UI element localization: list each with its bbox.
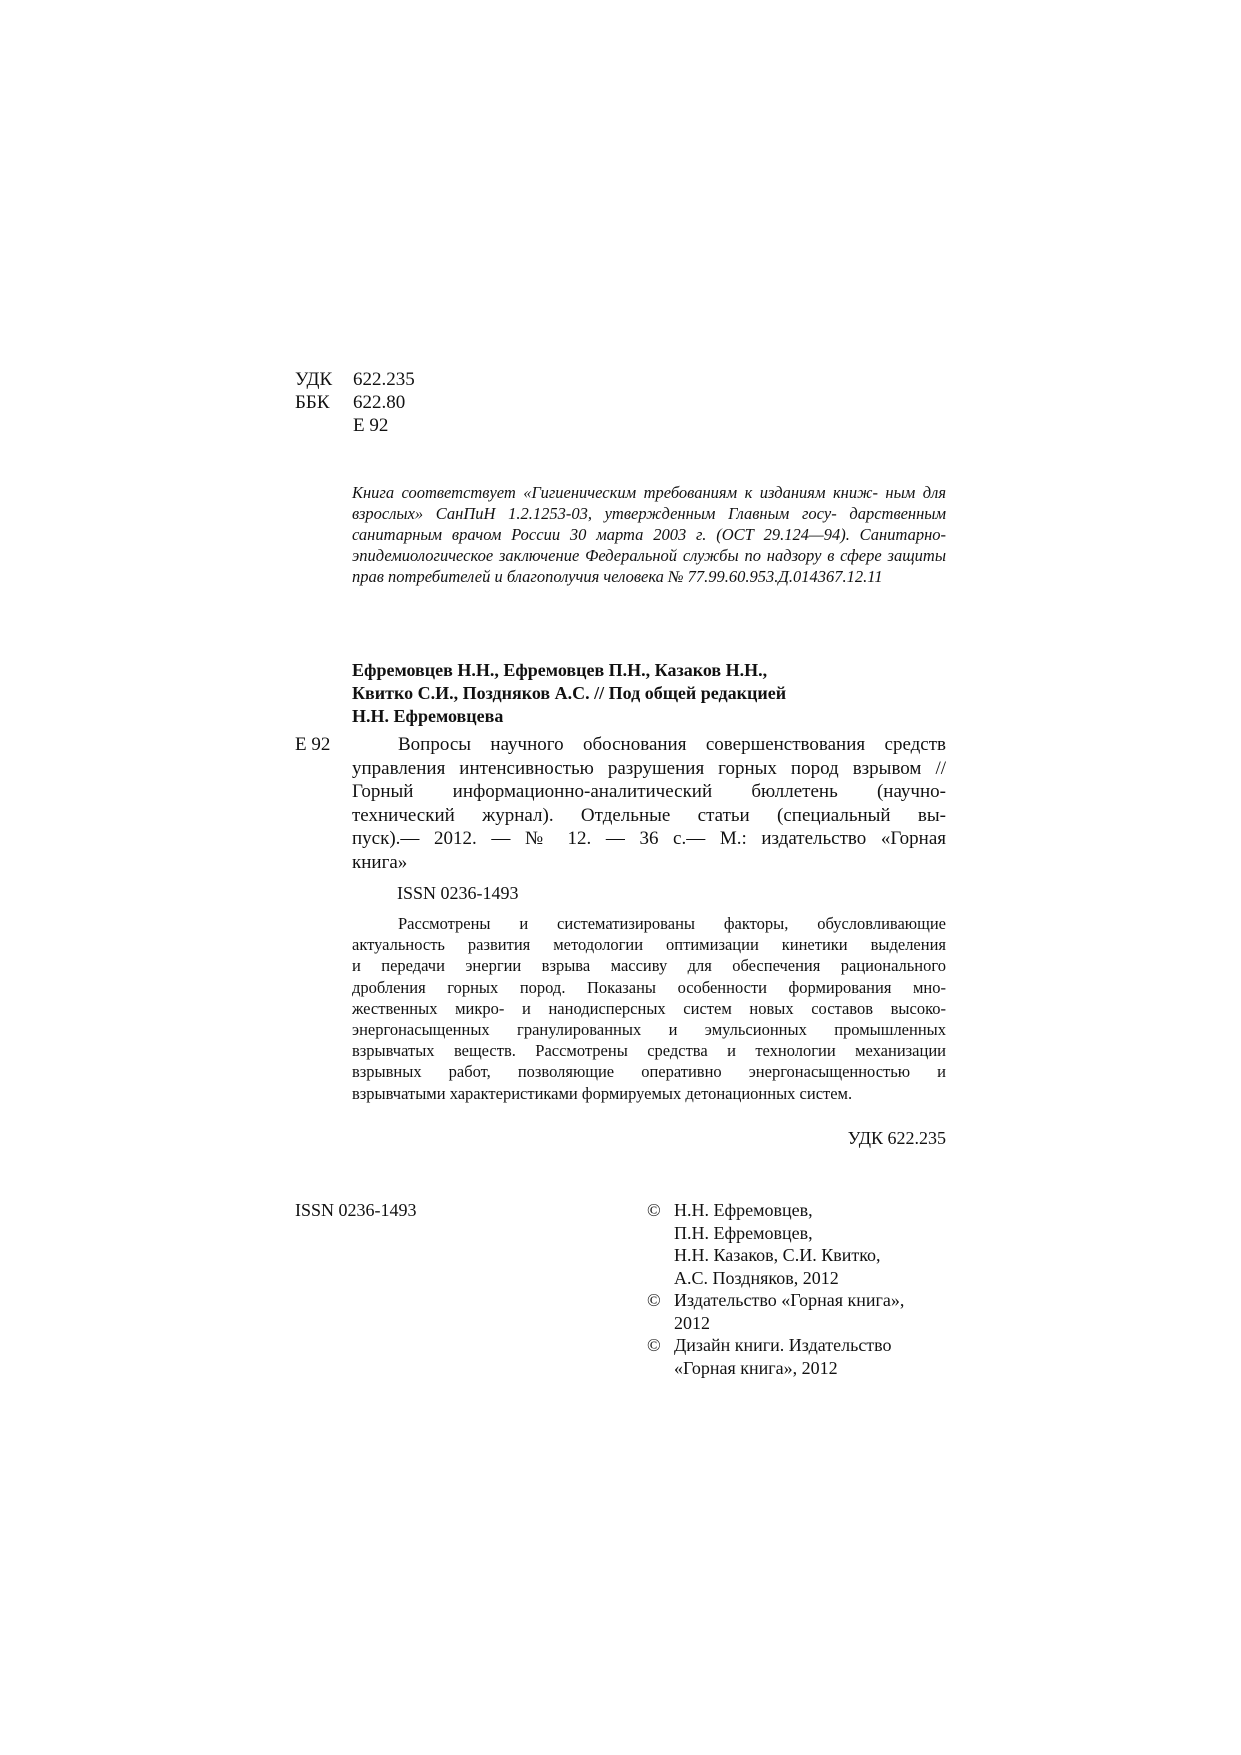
abstract-line: энергонасыщенных гранулированных и эмульсионных промышленных: [352, 1020, 946, 1040]
authors-line: Ефремовцев Н.Н., Ефремовцев П.Н., Казаков Н.Н.,: [352, 660, 768, 680]
copyright-block: [647, 1199, 957, 1379]
copyright-icon: ©: [647, 1335, 661, 1355]
abstract-line: взрывчатыми характеристиками формируемых детонационных систем.: [352, 1083, 853, 1103]
copyright-line: А.С. Поздняков, 2012: [674, 1267, 839, 1288]
abstract-line: жественных микро- и нанодисперсных систем новых составов высоко-: [352, 998, 946, 1018]
authors-heading: [352, 659, 946, 728]
catalog-line: Горный информационно-аналитический бюллетень (научно-: [352, 781, 946, 802]
hygiene-line: ным для взрослых» СанПиН 1.2.1253-03, утвержденным Главным госу-: [352, 483, 946, 523]
catalog-entry: [352, 733, 946, 874]
udk-value: 622.235: [353, 369, 415, 390]
abstract: [352, 913, 946, 1104]
abstract-line: взрывчатых веществ. Рассмотрены средства и технологии механизации: [352, 1041, 946, 1061]
bbk-row: [295, 391, 415, 414]
bbk-value: 622.80: [353, 392, 406, 413]
classification-block: [295, 368, 415, 437]
copyright-line: Н.Н. Казаков, С.И. Квитко,: [674, 1245, 881, 1265]
catalog-line: управления интенсивностью разрушения горных пород взрывом //: [352, 757, 946, 779]
authors-line: Н.Н. Ефремовцева: [352, 706, 504, 726]
abstract-line: актуальность развития методологии оптимизации кинетики выделения: [352, 935, 946, 955]
author-mark-row: [295, 414, 415, 437]
catalog-line: пуск).— 2012. — № 12. — 36 с.— М.: издательство «Горная: [352, 828, 946, 849]
hygiene-notice: [352, 482, 946, 587]
abstract-line: взрывных работ, позволяющие оперативно энергонасыщенностью и: [352, 1062, 946, 1082]
copyright-line: Издательство «Горная книга»,: [674, 1290, 905, 1310]
udk-row: [295, 368, 415, 391]
hygiene-line: дарственным санитарным врачом России 30 марта 2003 г. (ОСТ: [352, 504, 947, 544]
author-mark: Е 92: [353, 415, 389, 436]
catalog-code: Е 92: [295, 734, 331, 755]
abstract-line: дробления горных пород. Показаны особенности формирования мно-: [352, 977, 946, 997]
copyright-line: 2012: [674, 1312, 710, 1333]
copyright-icon: ©: [647, 1290, 661, 1310]
issn-inner: ISSN 0236-1493: [397, 883, 519, 903]
abstract-line: и передачи энергии взрыва массиву для обеспечения рационального: [352, 956, 946, 976]
abstract-line: Рассмотрены и систематизированы факторы, обусловливающие: [398, 914, 946, 933]
catalog-line: книга»: [352, 851, 408, 873]
copyright-line: «Горная книга», 2012: [674, 1357, 838, 1378]
copyright-entry-design: [647, 1334, 957, 1379]
catalog-line: технический журнал). Отдельные статьи (специальный вы-: [352, 804, 946, 826]
issn-bottom: ISSN 0236-1493: [295, 1200, 417, 1220]
bbk-label: ББК: [295, 392, 330, 413]
hygiene-line: службы по надзору в сфере защиты прав потребителей и благополучия: [352, 546, 946, 586]
hygiene-line: человека № 77.99.60.953.Д.014367.12.11: [603, 567, 883, 586]
copyright-line: П.Н. Ефремовцев,: [674, 1222, 813, 1243]
catalog-line: Вопросы научного обоснования совершенствования средств: [398, 734, 946, 755]
copyright-entry-authors: [647, 1199, 957, 1289]
copyright-entry-publisher: [647, 1289, 957, 1334]
hygiene-line: Книга соответствует «Гигиеническим требованиям к изданиям книж-: [352, 483, 878, 502]
udk-bottom: УДК 622.235: [847, 1128, 946, 1148]
copyright-icon: ©: [647, 1200, 661, 1220]
copyright-line: Дизайн книги. Издательство: [674, 1335, 892, 1355]
udk-label: УДК: [295, 369, 333, 390]
copyright-line: Н.Н. Ефремовцев,: [674, 1200, 813, 1220]
authors-line: Квитко С.И., Поздняков А.С. // Под общей редакцией: [352, 683, 787, 703]
hygiene-line: 29.124—94). Санитарно-эпидемиологическое заключение Федеральной: [352, 525, 946, 565]
